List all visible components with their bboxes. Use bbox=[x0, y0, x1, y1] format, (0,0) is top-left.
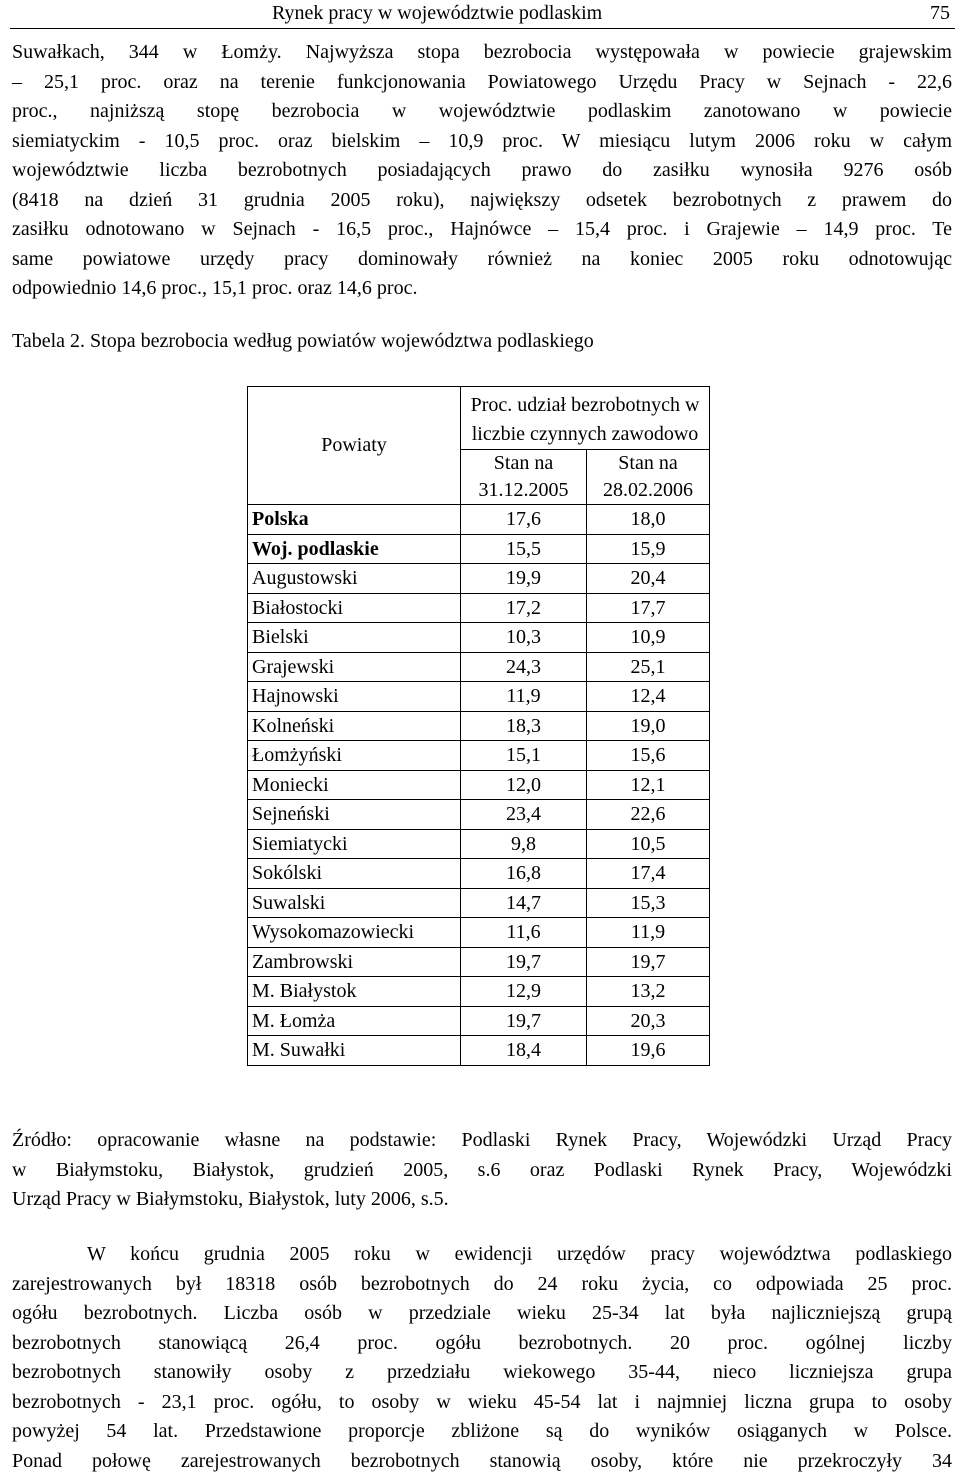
cell-powiat: M. Łomża bbox=[248, 1006, 461, 1036]
cell-value-2005: 15,1 bbox=[461, 741, 587, 771]
column-header-group: Proc. udział bezrobotnych w liczbie czynnych zawodowo bbox=[461, 387, 710, 450]
table-row bbox=[248, 800, 710, 830]
cell-value-2005: 19,7 bbox=[461, 1006, 587, 1036]
table-row bbox=[248, 977, 710, 1007]
cell-value-2005: 17,6 bbox=[461, 505, 587, 535]
cell-powiat: Łomżyński bbox=[248, 741, 461, 771]
text-line: bezrobotnych stanowiącą 26,4 proc. ogółu bezrobotnych. 20 proc. ogólnej liczby bbox=[12, 1329, 952, 1359]
table-row bbox=[248, 829, 710, 859]
table-row bbox=[248, 564, 710, 594]
column-header-2006: Stan na 28.02.2006 bbox=[587, 450, 710, 505]
page-number: 75 bbox=[930, 2, 950, 25]
cell-value-2005: 10,3 bbox=[461, 623, 587, 653]
text-line: siemiatyckim - 10,5 proc. oraz bielskim – 10,9 proc. W miesiącu lutym 2006 roku w całym bbox=[12, 127, 952, 157]
cell-value-2006: 15,6 bbox=[587, 741, 710, 771]
table-row bbox=[248, 623, 710, 653]
text-line: bezrobotnych stanowiły osoby z przedziału wiekowego 35-44, nieco liczniejsza grupa bbox=[12, 1358, 952, 1388]
table-row bbox=[248, 770, 710, 800]
cell-powiat: Polska bbox=[248, 505, 461, 535]
cell-value-2005: 11,9 bbox=[461, 682, 587, 712]
cell-powiat: Suwalski bbox=[248, 888, 461, 918]
cell-powiat: Sokólski bbox=[248, 859, 461, 889]
cell-value-2005: 19,9 bbox=[461, 564, 587, 594]
cell-value-2006: 25,1 bbox=[587, 652, 710, 682]
cell-value-2006: 15,9 bbox=[587, 534, 710, 564]
cell-value-2005: 12,9 bbox=[461, 977, 587, 1007]
table-caption: Tabela 2. Stopa bezrobocia według powiatów województwa podlaskiego bbox=[12, 330, 594, 353]
cell-powiat: Bielski bbox=[248, 623, 461, 653]
unemployment-table bbox=[247, 386, 710, 1066]
cell-value-2006: 12,4 bbox=[587, 682, 710, 712]
text-line: powyżej 54 lat. Przedstawione proporcje zbliżone są do wyników osiąganych w Polsce. bbox=[12, 1417, 952, 1447]
cell-value-2006: 15,3 bbox=[587, 888, 710, 918]
cell-value-2005: 19,7 bbox=[461, 947, 587, 977]
table-body bbox=[248, 505, 710, 1066]
cell-value-2006: 18,0 bbox=[587, 505, 710, 535]
cell-powiat: Woj. podlaskie bbox=[248, 534, 461, 564]
text-line: zasiłku odnotowano w Sejnach - 16,5 proc., Hajnówce – 15,4 proc. i Grajewie – 14,9 proc. Te bbox=[12, 215, 952, 245]
table-row bbox=[248, 1006, 710, 1036]
cell-value-2005: 23,4 bbox=[461, 800, 587, 830]
cell-value-2006: 19,0 bbox=[587, 711, 710, 741]
page-header bbox=[10, 0, 955, 29]
text-line: województwie liczba bezrobotnych posiadających prawo do zasiłku wynosiła 9276 osób bbox=[12, 156, 952, 186]
table-row bbox=[248, 711, 710, 741]
column-header-2005: Stan na 31.12.2005 bbox=[461, 450, 587, 505]
cell-powiat: Zambrowski bbox=[248, 947, 461, 977]
table-row bbox=[248, 741, 710, 771]
cell-value-2006: 20,4 bbox=[587, 564, 710, 594]
cell-value-2006: 12,1 bbox=[587, 770, 710, 800]
cell-value-2006: 11,9 bbox=[587, 918, 710, 948]
table-row bbox=[248, 593, 710, 623]
cell-powiat: Sejneński bbox=[248, 800, 461, 830]
cell-powiat: Kolneński bbox=[248, 711, 461, 741]
cell-value-2006: 19,6 bbox=[587, 1036, 710, 1066]
cell-value-2006: 20,3 bbox=[587, 1006, 710, 1036]
cell-powiat: M. Białystok bbox=[248, 977, 461, 1007]
table-row bbox=[248, 682, 710, 712]
cell-powiat: Augustowski bbox=[248, 564, 461, 594]
text-line: – 25,1 proc. oraz na terenie funkcjonowania Powiatowego Urzędu Pracy w Sejnach - 22,6 bbox=[12, 68, 952, 98]
paragraph-youth bbox=[12, 1240, 952, 1476]
running-title: Rynek pracy w województwie podlaskim bbox=[272, 2, 602, 25]
cell-value-2006: 17,4 bbox=[587, 859, 710, 889]
cell-value-2005: 9,8 bbox=[461, 829, 587, 859]
source-note bbox=[12, 1126, 952, 1215]
cell-value-2005: 15,5 bbox=[461, 534, 587, 564]
cell-powiat: Hajnowski bbox=[248, 682, 461, 712]
table-row bbox=[248, 652, 710, 682]
table-row bbox=[248, 505, 710, 535]
column-header-powiaty: Powiaty bbox=[248, 387, 461, 505]
cell-value-2005: 14,7 bbox=[461, 888, 587, 918]
text-line: Źródło: opracowanie własne na podstawie: Podlaski Rynek Pracy, Wojewódzki Urząd Pracy bbox=[12, 1126, 952, 1156]
text-line: Ponad połowę zarejestrowanych bezrobotnych stanowią osoby, które nie przekroczyły 34 bbox=[12, 1447, 952, 1476]
cell-value-2005: 17,2 bbox=[461, 593, 587, 623]
cell-value-2006: 10,5 bbox=[587, 829, 710, 859]
table-row bbox=[248, 918, 710, 948]
text-line: Urząd Pracy w Białymstoku, Białystok, luty 2006, s.5. bbox=[12, 1185, 952, 1215]
text-line: ogółu bezrobotnych. Liczba osób w przedziale wieku 25-34 lat była najliczniejszą grupą bbox=[12, 1299, 952, 1329]
cell-powiat: Białostocki bbox=[248, 593, 461, 623]
text-line: odpowiednio 14,6 proc., 15,1 proc. oraz 14,6 proc. bbox=[12, 274, 952, 304]
cell-value-2006: 19,7 bbox=[587, 947, 710, 977]
cell-value-2005: 24,3 bbox=[461, 652, 587, 682]
cell-value-2006: 10,9 bbox=[587, 623, 710, 653]
text-line: W końcu grudnia 2005 roku w ewidencji urzędów pracy województwa podlaskiego bbox=[12, 1240, 952, 1270]
table-row bbox=[248, 947, 710, 977]
text-line: same powiatowe urzędy pracy dominowały również na koniec 2005 roku odnotowując bbox=[12, 245, 952, 275]
table-row bbox=[248, 1036, 710, 1066]
text-line: zarejestrowanych był 18318 osób bezrobotnych do 24 roku życia, co odpowiada 25 proc. bbox=[12, 1270, 952, 1300]
table-row bbox=[248, 888, 710, 918]
table-row bbox=[248, 534, 710, 564]
text-line: bezrobotnych - 23,1 proc. ogółu, to osoby w wieku 45-54 lat i najmniej liczna grupa to osoby bbox=[12, 1388, 952, 1418]
cell-value-2006: 13,2 bbox=[587, 977, 710, 1007]
paragraph-intro bbox=[12, 38, 952, 304]
cell-value-2005: 16,8 bbox=[461, 859, 587, 889]
cell-powiat: Siemiatycki bbox=[248, 829, 461, 859]
text-line: proc., najniższą stopę bezrobocia w województwie podlaskim zanotowano w powiecie bbox=[12, 97, 952, 127]
cell-powiat: Moniecki bbox=[248, 770, 461, 800]
cell-value-2005: 11,6 bbox=[461, 918, 587, 948]
cell-powiat: Grajewski bbox=[248, 652, 461, 682]
cell-value-2006: 17,7 bbox=[587, 593, 710, 623]
cell-value-2006: 22,6 bbox=[587, 800, 710, 830]
text-line: Suwałkach, 344 w Łomży. Najwyższa stopa bezrobocia występowała w powiecie grajewskim bbox=[12, 38, 952, 68]
cell-powiat: M. Suwałki bbox=[248, 1036, 461, 1066]
table-row bbox=[248, 859, 710, 889]
text-line: w Białymstoku, Białystok, grudzień 2005, s.6 oraz Podlaski Rynek Pracy, Wojewódzki bbox=[12, 1156, 952, 1186]
cell-value-2005: 18,3 bbox=[461, 711, 587, 741]
cell-value-2005: 12,0 bbox=[461, 770, 587, 800]
text-line: (8418 na dzień 31 grudnia 2005 roku), największy odsetek bezrobotnych z prawem do bbox=[12, 186, 952, 216]
cell-value-2005: 18,4 bbox=[461, 1036, 587, 1066]
cell-powiat: Wysokomazowiecki bbox=[248, 918, 461, 948]
